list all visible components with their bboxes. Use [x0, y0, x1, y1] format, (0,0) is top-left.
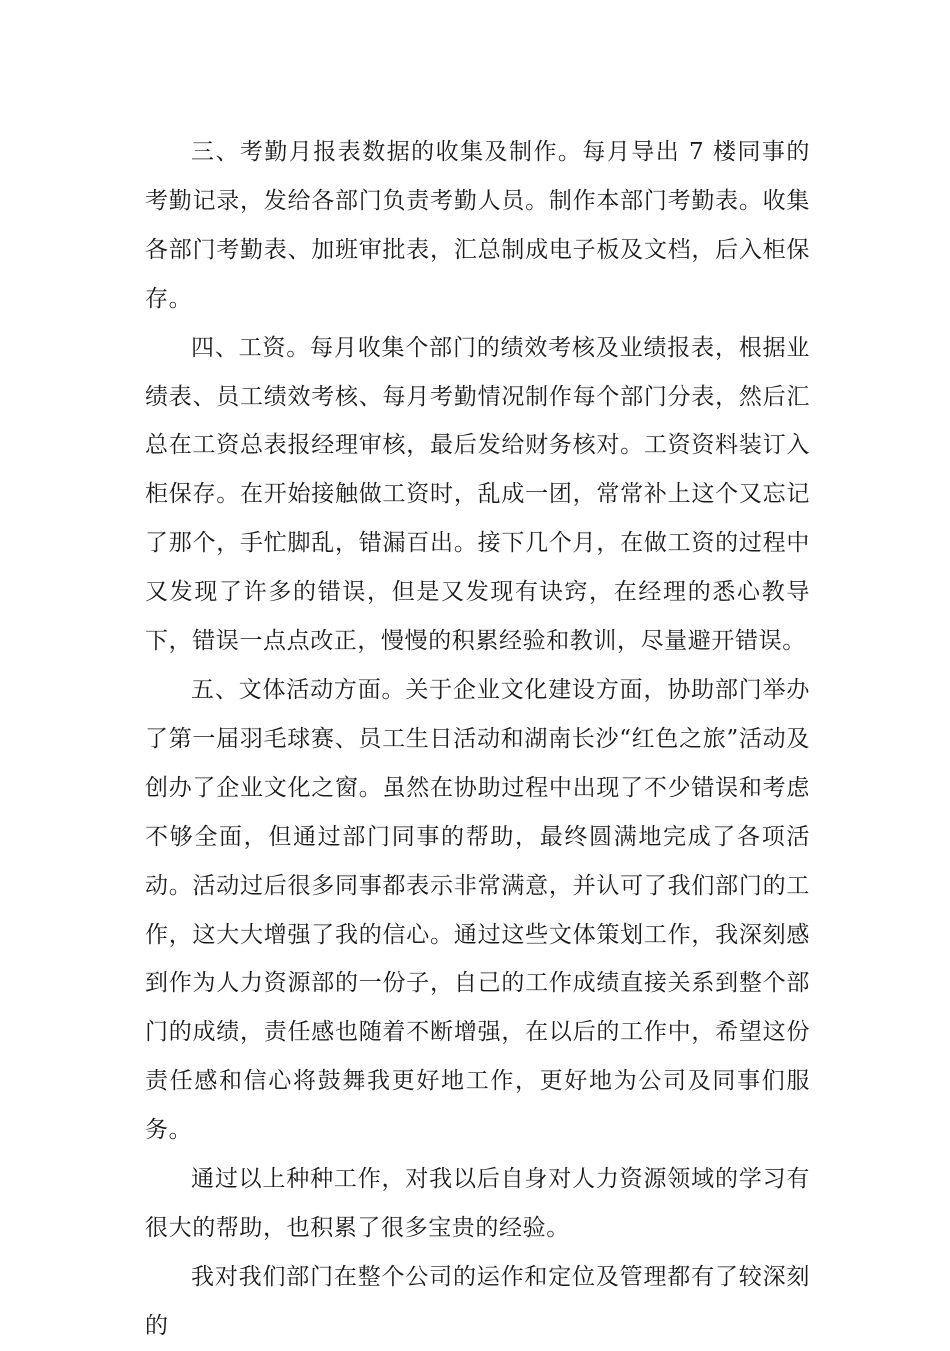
paragraph-cultural-activities: 五、文体活动方面。关于企业文化建设方面，协助部门举办了第一届羽毛球赛、员工生日活动和湖南长沙“红色之旅”活动及创办了企业文化之窗。虽然在协助过程中出现了不少错误和考虑不够全面，但通过部门同事的帮助，最终圆满地完成了各项活动。活动过后很多同事都表示非常满意，并认可了我们部门的工作，这大大增强了我的信心。通过这些文体策划工作，我深刻感到作为人力资源部的一份子，自己的工作成绩直接关系到整个部门的成绩，责任感也随着不断增强，在以后的工作中，希望这份责任感和信心将鼓舞我更好地工作，更好地为公司及同事们服务。	[145, 676, 810, 1144]
paragraph-attendance-report: 三、考勤月报表数据的收集及制作。每月导出 7 楼同事的考勤记录，发给各部门负责考勤人员。制作本部门考勤表。收集各部门考勤表、加班审批表，汇总制成电子板及文档，后入柜保存。	[145, 139, 810, 312]
paragraph-summary-experience: 通过以上种种工作，对我以后自身对人力资源领域的学习有很大的帮助，也积累了很多宝贵的经验。	[145, 1166, 810, 1241]
paragraph-payroll: 四、工资。每月收集个部门的绩效考核及业绩报表，根据业绩表、员工绩效考核、每月考勤情况制作每个部门分表，然后汇总在工资总表报经理审核，最后发给财务核对。工资资料装订入柜保存。在开始接触做工资时，乱成一团，常常补上这个又忘记了那个，手忙脚乱，错漏百出。接下几个月，在做工资的过程中又发现了许多的错误，但是又发现有诀窍，在经理的悉心教导下，错误一点点改正，慢慢的积累经验和教训，尽量避开错误。	[145, 334, 810, 655]
paragraph-department-understanding: 我对我们部门在整个公司的运作和定位及管理都有了较深刻的	[145, 1263, 810, 1339]
document-page	[145, 128, 810, 1351]
